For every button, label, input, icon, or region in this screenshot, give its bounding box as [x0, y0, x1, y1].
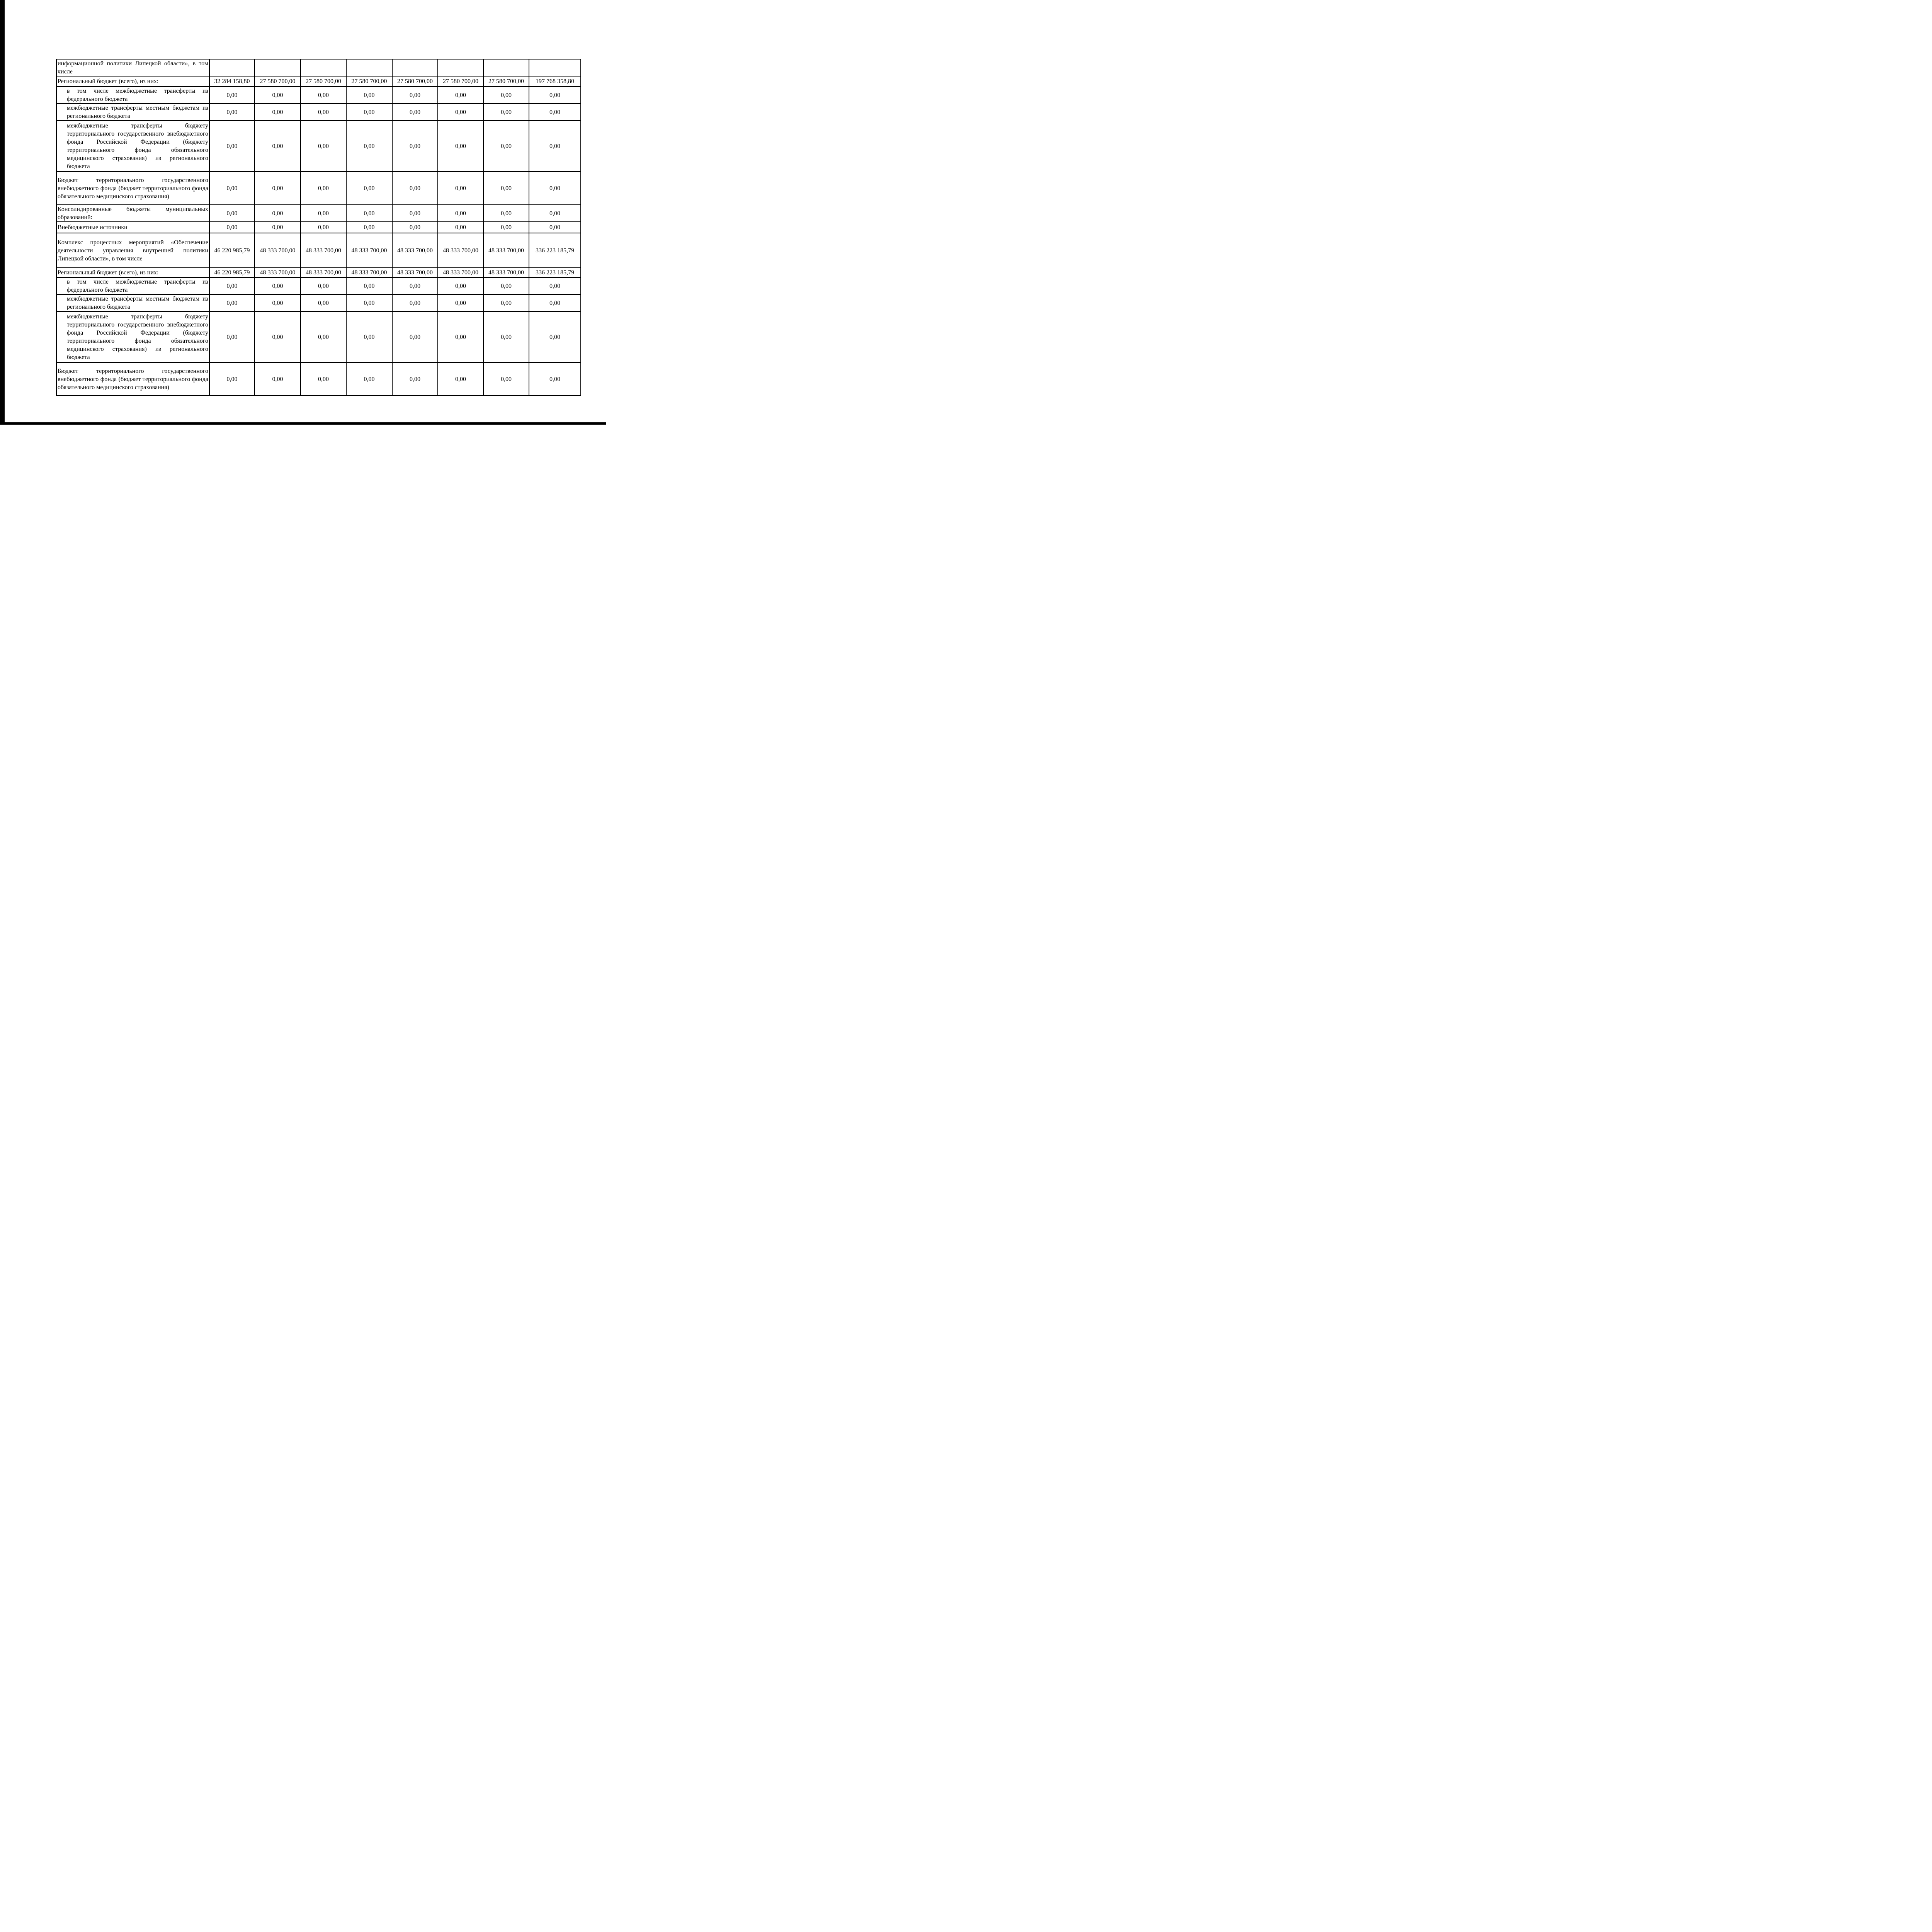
cell-total: 0,00 [529, 121, 581, 172]
cell-amount: 0,00 [483, 362, 529, 396]
cell-amount: 0,00 [209, 362, 255, 396]
cell-amount [438, 59, 483, 76]
cell-amount: 46 220 985,79 [209, 233, 255, 268]
scan-edge-left [0, 0, 5, 425]
cell-total: 336 223 185,79 [529, 268, 581, 277]
cell-amount: 0,00 [209, 222, 255, 233]
cell-amount: 0,00 [438, 222, 483, 233]
cell-amount: 0,00 [209, 172, 255, 205]
cell-amount: 0,00 [255, 104, 301, 121]
cell-amount: 0,00 [209, 294, 255, 311]
table-row [56, 268, 581, 277]
cell-amount: 0,00 [255, 87, 301, 104]
cell-amount: 0,00 [438, 311, 483, 362]
table-row [56, 59, 581, 76]
cell-amount: 0,00 [209, 311, 255, 362]
cell-amount: 0,00 [346, 87, 392, 104]
cell-amount [255, 59, 301, 76]
cell-total: 197 768 358,80 [529, 76, 581, 87]
cell-amount: 0,00 [346, 277, 392, 294]
cell-total: 0,00 [529, 277, 581, 294]
cell-amount: 0,00 [209, 205, 255, 222]
cell-amount: 0,00 [392, 222, 438, 233]
table-row [56, 205, 581, 222]
cell-amount: 0,00 [392, 205, 438, 222]
cell-amount: 0,00 [255, 121, 301, 172]
cell-amount: 0,00 [483, 104, 529, 121]
cell-amount: 0,00 [438, 104, 483, 121]
cell-amount: 0,00 [301, 222, 346, 233]
row-label: в том числе межбюджетные трансферты из федерального бюджета [56, 277, 209, 294]
cell-amount: 32 284 158,80 [209, 76, 255, 87]
cell-amount: 0,00 [438, 172, 483, 205]
cell-amount: 0,00 [483, 172, 529, 205]
cell-amount: 0,00 [209, 277, 255, 294]
cell-amount: 0,00 [483, 311, 529, 362]
cell-amount: 27 580 700,00 [483, 76, 529, 87]
cell-amount: 48 333 700,00 [346, 268, 392, 277]
budget-table [56, 59, 581, 396]
cell-amount: 0,00 [255, 311, 301, 362]
cell-amount: 0,00 [392, 104, 438, 121]
cell-amount: 48 333 700,00 [392, 233, 438, 268]
cell-amount: 0,00 [392, 277, 438, 294]
cell-amount: 0,00 [438, 121, 483, 172]
table-row [56, 87, 581, 104]
cell-amount: 0,00 [301, 277, 346, 294]
table-row [56, 233, 581, 268]
budget-table-body [56, 59, 581, 396]
row-label: межбюджетные трансферты бюджету территориального государственного внебюджетного фонда Российской Федерации (бюджету территориального фонда обязательного медицинского страхования) из регионального бюджета [56, 311, 209, 362]
cell-amount: 48 333 700,00 [301, 268, 346, 277]
cell-amount: 0,00 [392, 87, 438, 104]
cell-amount: 0,00 [301, 311, 346, 362]
cell-amount [301, 59, 346, 76]
row-label: межбюджетные трансферты местным бюджетам из регионального бюджета [56, 294, 209, 311]
cell-amount: 0,00 [346, 104, 392, 121]
cell-amount: 0,00 [438, 277, 483, 294]
cell-total: 0,00 [529, 294, 581, 311]
cell-amount: 0,00 [392, 311, 438, 362]
cell-amount: 0,00 [346, 121, 392, 172]
cell-amount: 0,00 [301, 87, 346, 104]
row-label: Консолидированные бюджеты муниципальных образований: [56, 205, 209, 222]
row-label: межбюджетные трансферты бюджету территориального государственного внебюджетного фонда Российской Федерации (бюджету территориального фонда обязательного медицинского страхования) из регионального бюджета [56, 121, 209, 172]
cell-amount [483, 59, 529, 76]
cell-total: 0,00 [529, 172, 581, 205]
cell-amount [346, 59, 392, 76]
cell-amount: 0,00 [346, 172, 392, 205]
table-row [56, 277, 581, 294]
cell-amount: 0,00 [301, 172, 346, 205]
row-label: межбюджетные трансферты местным бюджетам из регионального бюджета [56, 104, 209, 121]
cell-total: 336 223 185,79 [529, 233, 581, 268]
cell-amount: 0,00 [483, 121, 529, 172]
cell-amount: 0,00 [255, 172, 301, 205]
cell-amount: 0,00 [483, 294, 529, 311]
cell-amount: 0,00 [255, 277, 301, 294]
cell-amount: 0,00 [483, 87, 529, 104]
cell-total: 0,00 [529, 311, 581, 362]
cell-amount: 27 580 700,00 [346, 76, 392, 87]
cell-amount: 48 333 700,00 [483, 268, 529, 277]
cell-amount: 0,00 [209, 121, 255, 172]
row-label: Региональный бюджет (всего), из них: [56, 268, 209, 277]
cell-amount [209, 59, 255, 76]
row-label: в том числе межбюджетные трансферты из федерального бюджета [56, 87, 209, 104]
cell-amount: 0,00 [438, 362, 483, 396]
cell-amount: 27 580 700,00 [438, 76, 483, 87]
cell-amount: 48 333 700,00 [438, 268, 483, 277]
cell-amount: 0,00 [483, 222, 529, 233]
table-row [56, 362, 581, 396]
row-label: Комплекс процессных мероприятий «Обеспечение деятельности управления внутренней политики Липецкой области», в том числе [56, 233, 209, 268]
cell-amount: 27 580 700,00 [301, 76, 346, 87]
cell-amount [392, 59, 438, 76]
cell-amount: 0,00 [255, 205, 301, 222]
cell-amount: 0,00 [392, 121, 438, 172]
table-row [56, 172, 581, 205]
cell-amount: 0,00 [209, 104, 255, 121]
cell-amount: 0,00 [346, 294, 392, 311]
cell-amount: 0,00 [301, 362, 346, 396]
row-label: Бюджет территориального государственного внебюджетного фонда (бюджет территориального фонда обязательного медицинского страхования) [56, 362, 209, 396]
table-row [56, 311, 581, 362]
cell-amount: 27 580 700,00 [392, 76, 438, 87]
cell-amount: 0,00 [346, 311, 392, 362]
cell-amount: 0,00 [438, 87, 483, 104]
cell-amount: 0,00 [301, 121, 346, 172]
row-label: Внебюджетные источники [56, 222, 209, 233]
scan-edge-bottom [0, 422, 606, 425]
table-row [56, 222, 581, 233]
row-label: Региональный бюджет (всего), из них: [56, 76, 209, 87]
cell-amount: 0,00 [346, 222, 392, 233]
cell-total [529, 59, 581, 76]
cell-amount: 48 333 700,00 [483, 233, 529, 268]
cell-amount: 48 333 700,00 [346, 233, 392, 268]
cell-amount: 0,00 [346, 362, 392, 396]
table-row [56, 104, 581, 121]
cell-amount: 48 333 700,00 [438, 233, 483, 268]
cell-amount: 0,00 [209, 87, 255, 104]
cell-amount: 0,00 [255, 294, 301, 311]
cell-amount: 48 333 700,00 [255, 268, 301, 277]
cell-amount: 48 333 700,00 [301, 233, 346, 268]
cell-amount: 48 333 700,00 [255, 233, 301, 268]
table-row [56, 294, 581, 311]
cell-amount: 0,00 [255, 362, 301, 396]
cell-amount: 0,00 [483, 205, 529, 222]
cell-amount: 0,00 [392, 362, 438, 396]
cell-total: 0,00 [529, 205, 581, 222]
cell-amount: 0,00 [301, 205, 346, 222]
cell-total: 0,00 [529, 362, 581, 396]
cell-amount: 46 220 985,79 [209, 268, 255, 277]
cell-amount: 27 580 700,00 [255, 76, 301, 87]
row-label: Бюджет территориального государственного внебюджетного фонда (бюджет территориального фонда обязательного медицинского страхования) [56, 172, 209, 205]
table-row [56, 76, 581, 87]
cell-amount: 48 333 700,00 [392, 268, 438, 277]
cell-amount: 0,00 [346, 205, 392, 222]
row-label: информационной политики Липецкой области», в том числе [56, 59, 209, 76]
cell-total: 0,00 [529, 87, 581, 104]
cell-amount: 0,00 [392, 172, 438, 205]
cell-amount: 0,00 [438, 294, 483, 311]
cell-amount: 0,00 [301, 294, 346, 311]
cell-amount: 0,00 [255, 222, 301, 233]
table-row [56, 121, 581, 172]
cell-amount: 0,00 [301, 104, 346, 121]
cell-amount: 0,00 [392, 294, 438, 311]
cell-total: 0,00 [529, 104, 581, 121]
cell-amount: 0,00 [438, 205, 483, 222]
cell-amount: 0,00 [483, 277, 529, 294]
cell-total: 0,00 [529, 222, 581, 233]
